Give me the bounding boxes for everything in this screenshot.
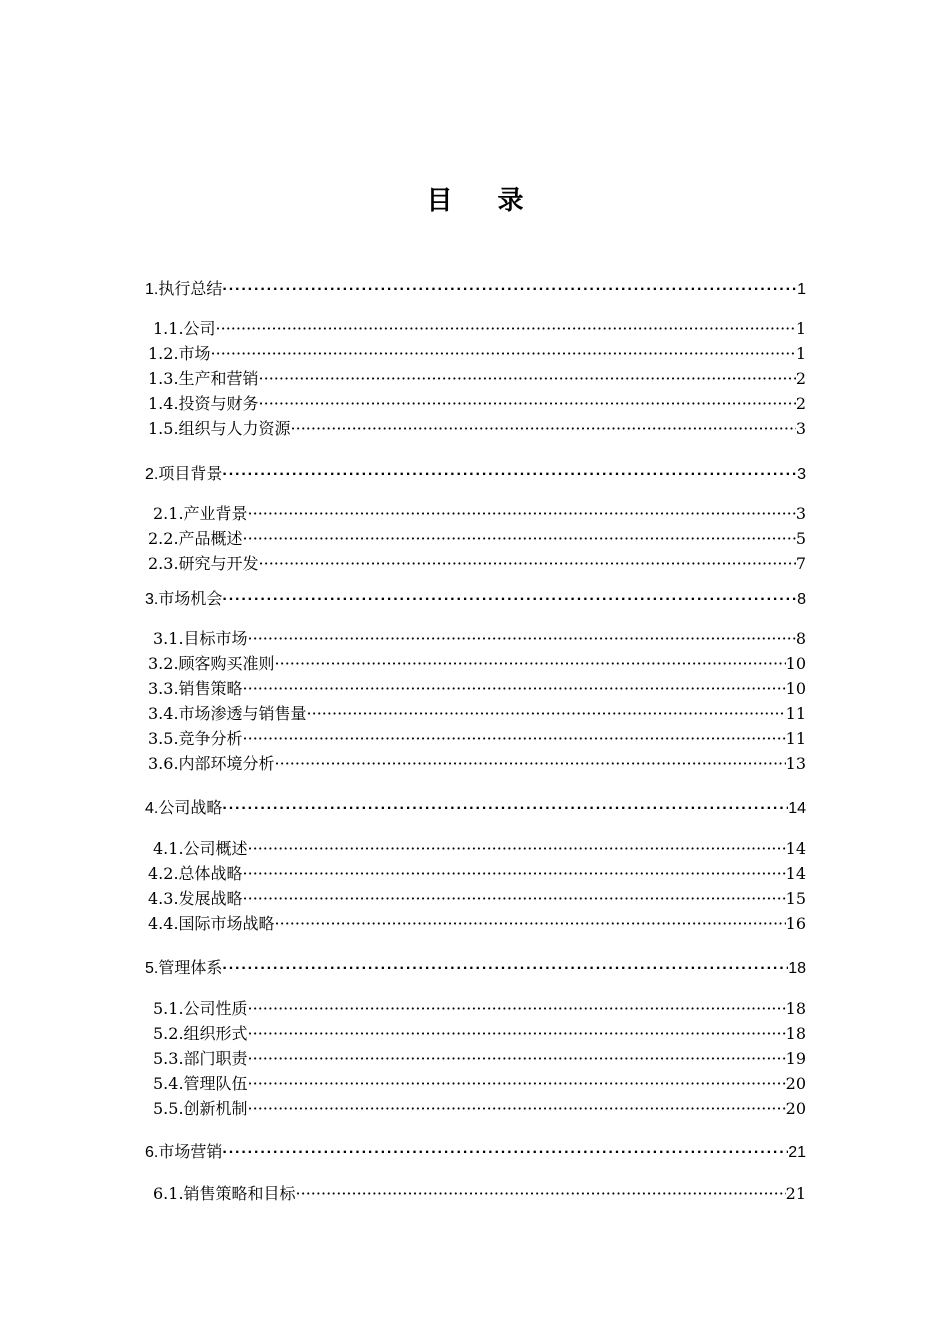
toc-entry-label: 5.5.创新机制 — [153, 1099, 248, 1118]
toc-page-number: 21 — [788, 1144, 806, 1161]
toc-dot-leader — [307, 704, 786, 723]
toc-page-number: 3 — [797, 466, 806, 483]
toc-entry-label: 2.3.研究与开发 — [148, 554, 259, 573]
toc-page-number: 10 — [785, 654, 806, 673]
toc-page-number: 5 — [795, 529, 806, 548]
toc-entry-label: 1.4.投资与财务 — [148, 394, 259, 413]
toc-subsection-entry — [148, 551, 806, 574]
toc-entry-label: 4.公司战略 — [145, 800, 223, 817]
toc-subsection-entry — [153, 1181, 806, 1204]
toc-subsection-entry — [148, 861, 806, 884]
toc-page-number: 18 — [785, 999, 806, 1018]
toc-page-number: 19 — [785, 1049, 806, 1068]
toc-subsection-entry — [153, 626, 806, 649]
toc-dot-leader — [248, 504, 796, 523]
toc-subsection-entry — [153, 316, 806, 339]
toc-dot-leader — [222, 1144, 788, 1162]
toc-page-number: 11 — [785, 729, 806, 748]
toc-page-number: 21 — [785, 1184, 806, 1203]
toc-entry-label: 3.3.销售策略 — [148, 679, 243, 698]
toc-entry-label: 5.2.组织形式 — [153, 1024, 248, 1043]
toc-entry-label: 3.5.竞争分析 — [148, 729, 243, 748]
toc-page-number: 2 — [795, 369, 806, 388]
toc-entry-label: 2.项目背景 — [145, 466, 223, 483]
toc-dot-leader — [243, 889, 786, 908]
toc-entry-label: 1.执行总结 — [145, 281, 223, 298]
toc-subsection-entry — [148, 701, 806, 724]
toc-subsection-entry — [148, 416, 806, 439]
toc-entry-label: 5.1.公司性质 — [153, 999, 248, 1018]
toc-entry-label: 1.5.组织与人力资源 — [148, 419, 291, 438]
toc-entry-label: 6.市场营销 — [145, 1144, 223, 1161]
toc-dot-leader — [243, 729, 786, 748]
toc-dot-leader — [275, 914, 786, 933]
toc-dot-leader — [248, 1099, 786, 1118]
toc-dot-leader — [248, 1049, 786, 1068]
toc-entry-label: 5.管理体系 — [145, 960, 223, 977]
toc-dot-leader — [248, 999, 786, 1018]
toc-entry-label: 2.2.产品概述 — [148, 529, 243, 548]
toc-subsection-entry — [153, 1046, 806, 1069]
toc-entry-label: 3.4.市场渗透与销售量 — [148, 704, 307, 723]
toc-dot-leader — [248, 1074, 786, 1093]
toc-dot-leader — [222, 800, 788, 818]
toc-subsection-entry — [148, 366, 806, 389]
toc-subsection-entry — [148, 651, 806, 674]
toc-dot-leader — [275, 754, 786, 773]
toc-dot-leader — [243, 864, 786, 883]
toc-section-entry — [145, 586, 806, 609]
toc-section-entry — [145, 1139, 806, 1162]
toc-dot-leader — [216, 319, 796, 338]
toc-dot-leader — [222, 281, 797, 299]
toc-entry-label: 2.1.产业背景 — [153, 504, 248, 523]
toc-subsection-entry — [148, 886, 806, 909]
toc-page-number: 1 — [795, 319, 806, 338]
toc-dot-leader — [222, 591, 797, 609]
toc-page-number: 1 — [797, 281, 806, 298]
toc-section-entry — [145, 795, 806, 818]
toc-subsection-entry — [153, 501, 806, 524]
toc-page-number: 13 — [785, 754, 806, 773]
toc-subsection-entry — [148, 676, 806, 699]
toc-entry-label: 3.1.目标市场 — [153, 629, 248, 648]
toc-dot-leader — [243, 679, 786, 698]
toc-entry-label: 3.6.内部环境分析 — [148, 754, 275, 773]
toc-page-number: 14 — [788, 800, 806, 817]
toc-entry-label: 3.2.顾客购买准则 — [148, 654, 275, 673]
toc-subsection-entry — [148, 751, 806, 774]
toc-page-number: 14 — [785, 839, 806, 858]
toc-page-number: 16 — [785, 914, 806, 933]
toc-dot-leader — [222, 466, 797, 484]
page-title: 目 录 — [426, 186, 542, 216]
toc-subsection-entry — [148, 341, 806, 364]
toc-page-number: 7 — [795, 554, 806, 573]
toc-entry-label: 1.3.生产和营销 — [148, 369, 259, 388]
toc-page-number: 3 — [795, 419, 806, 438]
toc-entry-label: 4.4.国际市场战略 — [148, 914, 275, 933]
toc-dot-leader — [259, 369, 796, 388]
toc-subsection-entry — [153, 1071, 806, 1094]
toc-page-number: 10 — [785, 679, 806, 698]
toc-page-number: 20 — [785, 1074, 806, 1093]
toc-page-number: 11 — [785, 704, 806, 723]
toc-entry-label: 5.4.管理队伍 — [153, 1074, 248, 1093]
toc-page-number: 14 — [785, 864, 806, 883]
toc-entry-label: 4.2.总体战略 — [148, 864, 243, 883]
toc-subsection-entry — [148, 726, 806, 749]
toc-subsection-entry — [148, 526, 806, 549]
toc-entry-label: 5.3.部门职责 — [153, 1049, 248, 1068]
toc-dot-leader — [222, 960, 788, 978]
toc-entry-label: 4.1.公司概述 — [153, 839, 248, 858]
toc-subsection-entry — [153, 996, 806, 1019]
toc-subsection-entry — [153, 1096, 806, 1119]
toc-page-number: 8 — [797, 591, 806, 608]
toc-page-number: 20 — [785, 1099, 806, 1118]
toc-section-entry — [145, 955, 806, 978]
toc-entry-label: 1.2.市场 — [148, 344, 211, 363]
toc-page-number: 1 — [795, 344, 806, 363]
toc-dot-leader — [275, 654, 786, 673]
toc-subsection-entry — [153, 1021, 806, 1044]
toc-entry-label: 1.1.公司 — [153, 319, 216, 338]
toc-subsection-entry — [148, 911, 806, 934]
toc-dot-leader — [211, 344, 796, 363]
toc-page-number: 2 — [795, 394, 806, 413]
toc-dot-leader — [291, 419, 796, 438]
toc-page-number: 8 — [795, 629, 806, 648]
toc-section-entry — [145, 276, 806, 299]
toc-dot-leader — [259, 394, 796, 413]
toc-dot-leader — [248, 839, 786, 858]
toc-dot-leader — [248, 1024, 786, 1043]
toc-dot-leader — [259, 554, 796, 573]
toc-entry-label: 4.3.发展战略 — [148, 889, 243, 908]
toc-page-number: 15 — [785, 889, 806, 908]
toc-dot-leader — [243, 529, 796, 548]
toc-page-number: 18 — [785, 1024, 806, 1043]
toc-page-number: 18 — [788, 960, 806, 977]
toc-page-number: 3 — [795, 504, 806, 523]
toc-section-entry — [145, 461, 806, 484]
toc-subsection-entry — [148, 391, 806, 414]
toc-entry-label: 3.市场机会 — [145, 591, 223, 608]
toc-dot-leader — [296, 1184, 786, 1203]
toc-entry-label: 6.1.销售策略和目标 — [153, 1184, 296, 1203]
toc-dot-leader — [248, 629, 796, 648]
toc-subsection-entry — [153, 836, 806, 859]
